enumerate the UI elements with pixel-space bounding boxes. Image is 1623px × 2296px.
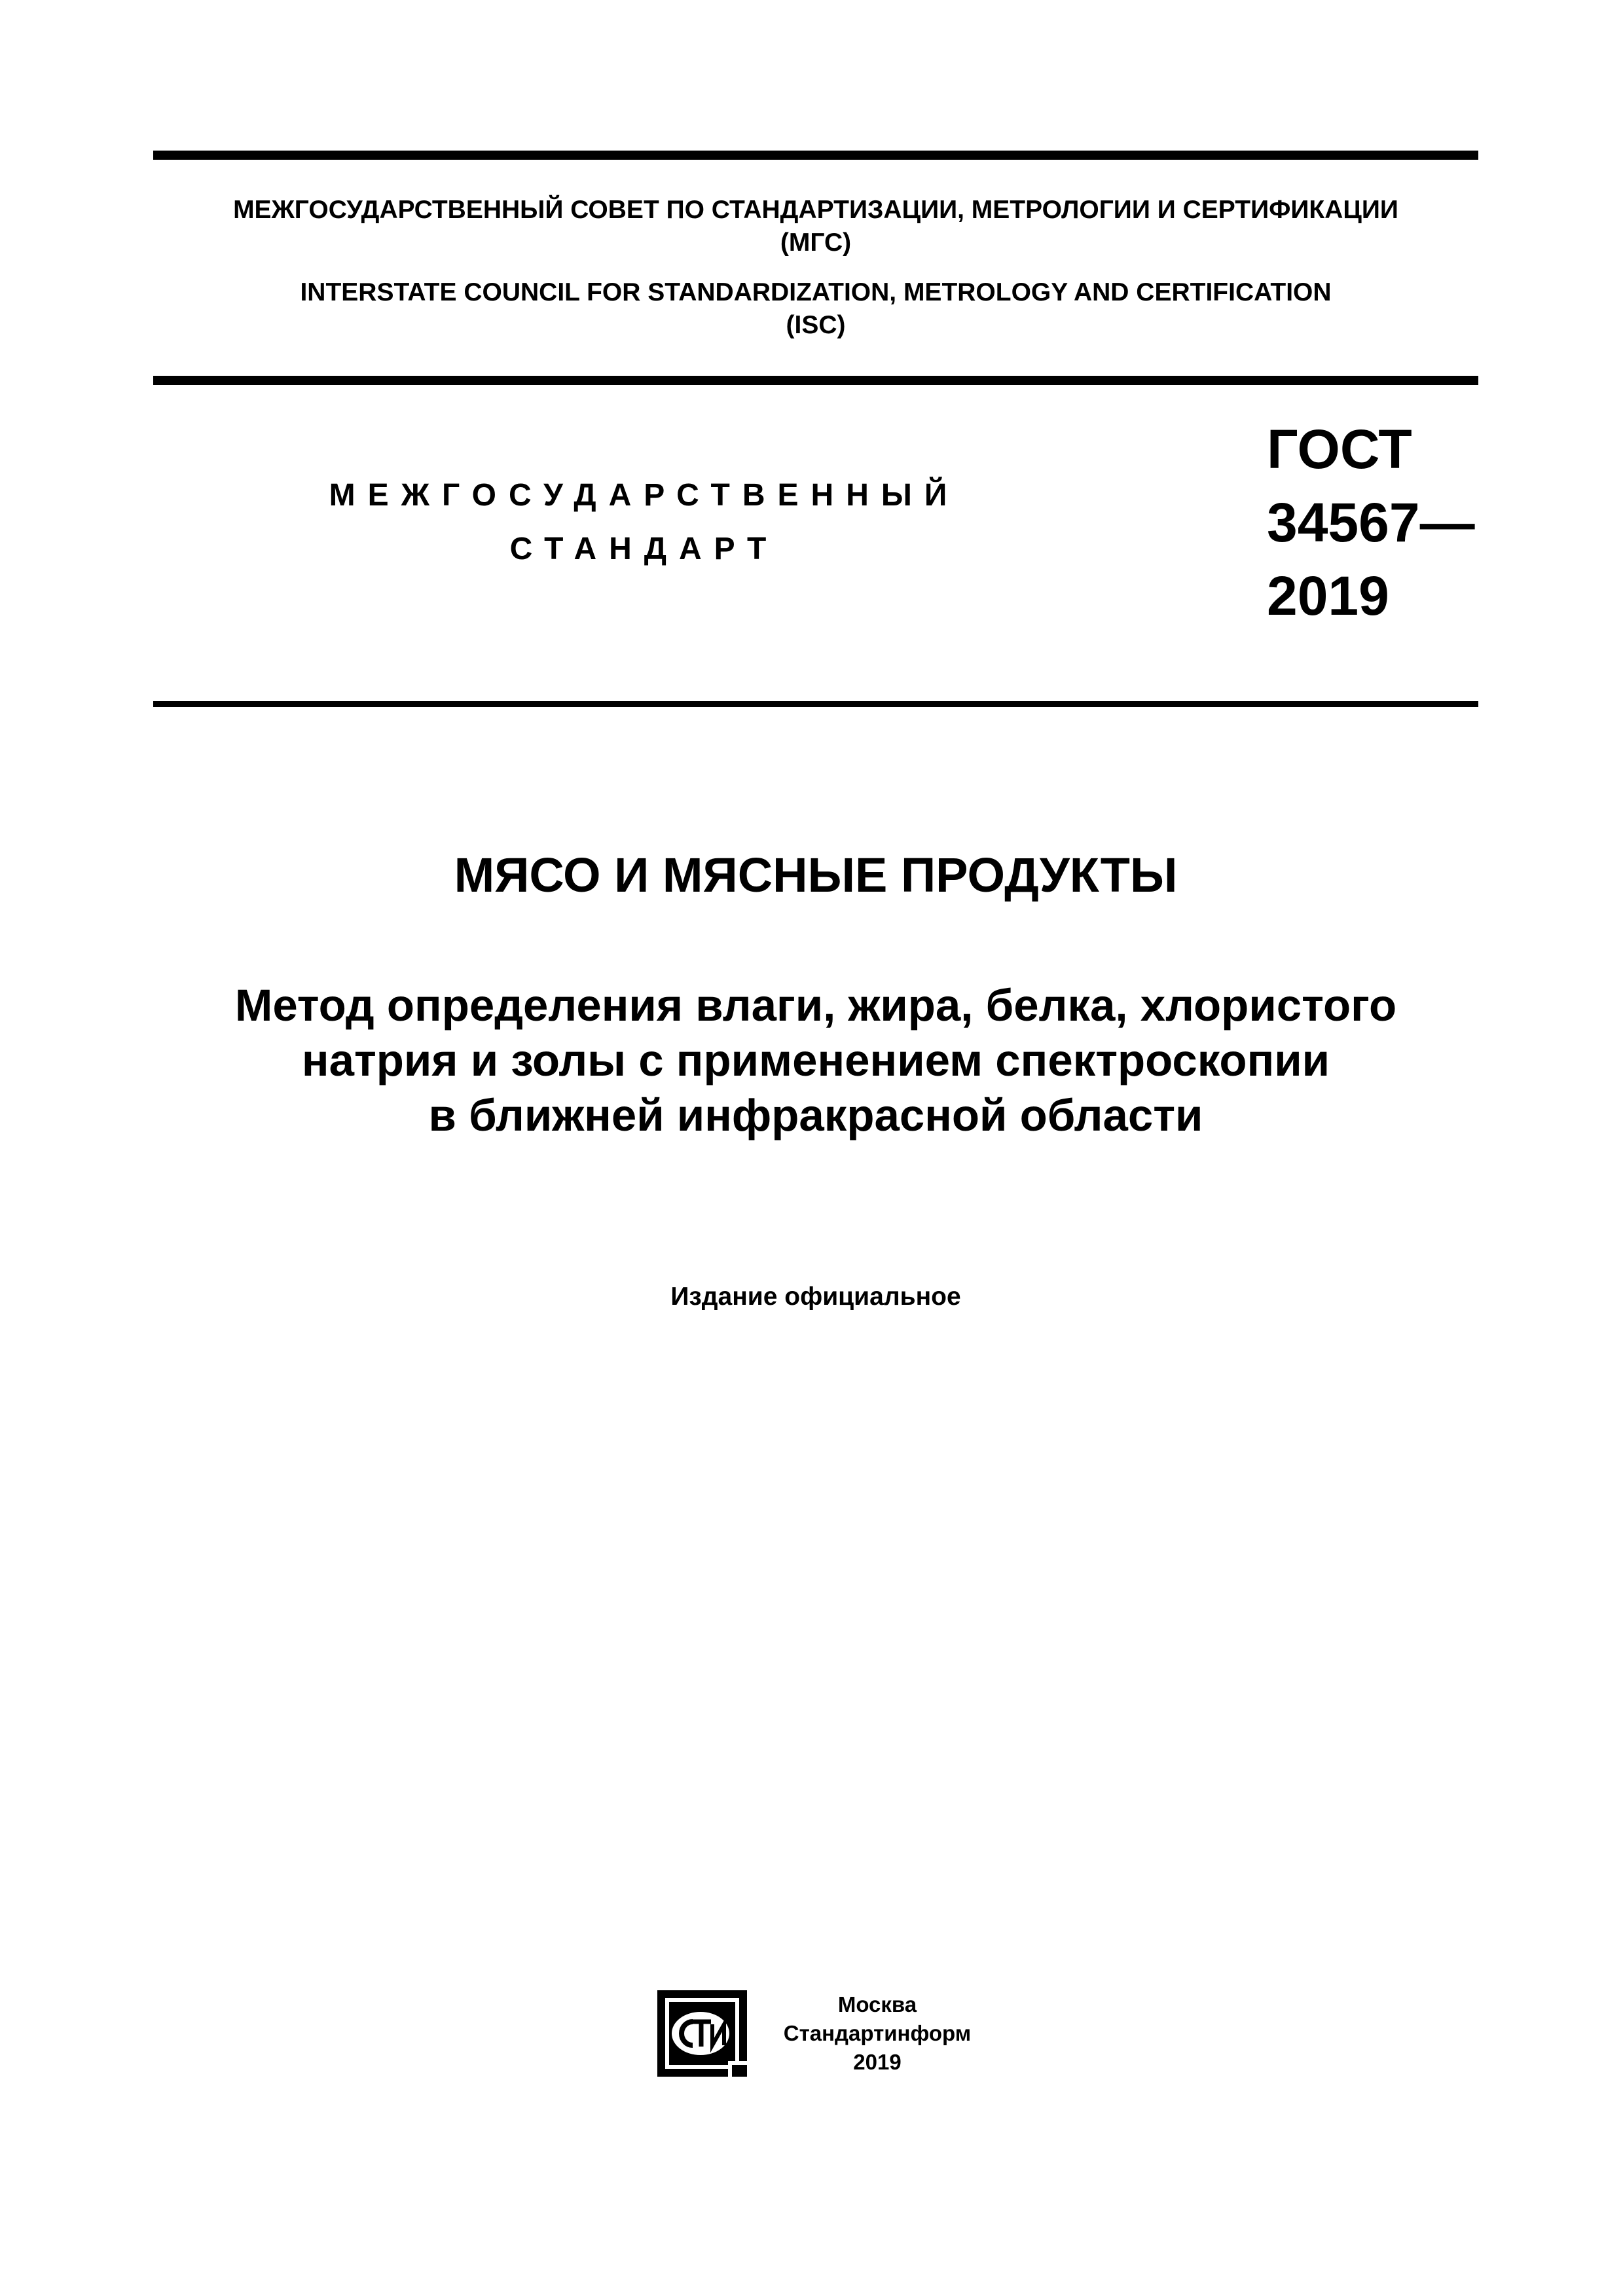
document-subtitle xyxy=(153,978,1478,1143)
standard-type xyxy=(153,469,1135,576)
standard-designation xyxy=(1267,412,1475,632)
designation-number: 34567— xyxy=(1267,492,1475,553)
designation-divider xyxy=(153,701,1478,707)
imprint xyxy=(753,1990,1002,2077)
subtitle-line-3: в ближней инфракрасной области xyxy=(428,1090,1203,1140)
council-header xyxy=(153,194,1478,342)
imprint-city: Москва xyxy=(837,1992,917,2016)
council-abbr-en: (ISC) xyxy=(786,311,846,339)
designation-year: 2019 xyxy=(1267,565,1389,627)
subtitle-line-2: натрия и золы с применением спектроскопии xyxy=(301,1035,1330,1085)
edition-note: Издание официальное xyxy=(670,1283,961,1311)
council-name-ru: МЕЖГОСУДАРСТВЕННЫЙ СОВЕТ ПО СТАНДАРТИЗАЦИИ, МЕТРОЛОГИИ И СЕРТИФИКАЦИИ xyxy=(233,196,1398,224)
imprint-year: 2019 xyxy=(853,2050,902,2074)
designation-prefix: ГОСТ xyxy=(1267,418,1412,480)
top-rule xyxy=(153,151,1478,160)
council-name-en: INTERSTATE COUNCIL FOR STANDARDIZATION, METROLOGY AND CERTIFICATION xyxy=(300,278,1332,306)
standartinform-logo-icon xyxy=(655,1988,750,2079)
subtitle-line-1: Метод определения влаги, жира, белка, хлористого xyxy=(234,980,1397,1030)
imprint-publisher: Стандартинформ xyxy=(783,2021,972,2045)
document-title: МЯСО И МЯСНЫЕ ПРОДУКТЫ xyxy=(454,848,1178,902)
standard-type-line2: СТАНДАРТ xyxy=(509,532,779,566)
header-divider xyxy=(153,376,1478,385)
standard-type-line1: МЕЖГОСУДАРСТВЕННЫЙ xyxy=(329,478,960,513)
council-abbr-ru: (МГС) xyxy=(780,228,852,257)
